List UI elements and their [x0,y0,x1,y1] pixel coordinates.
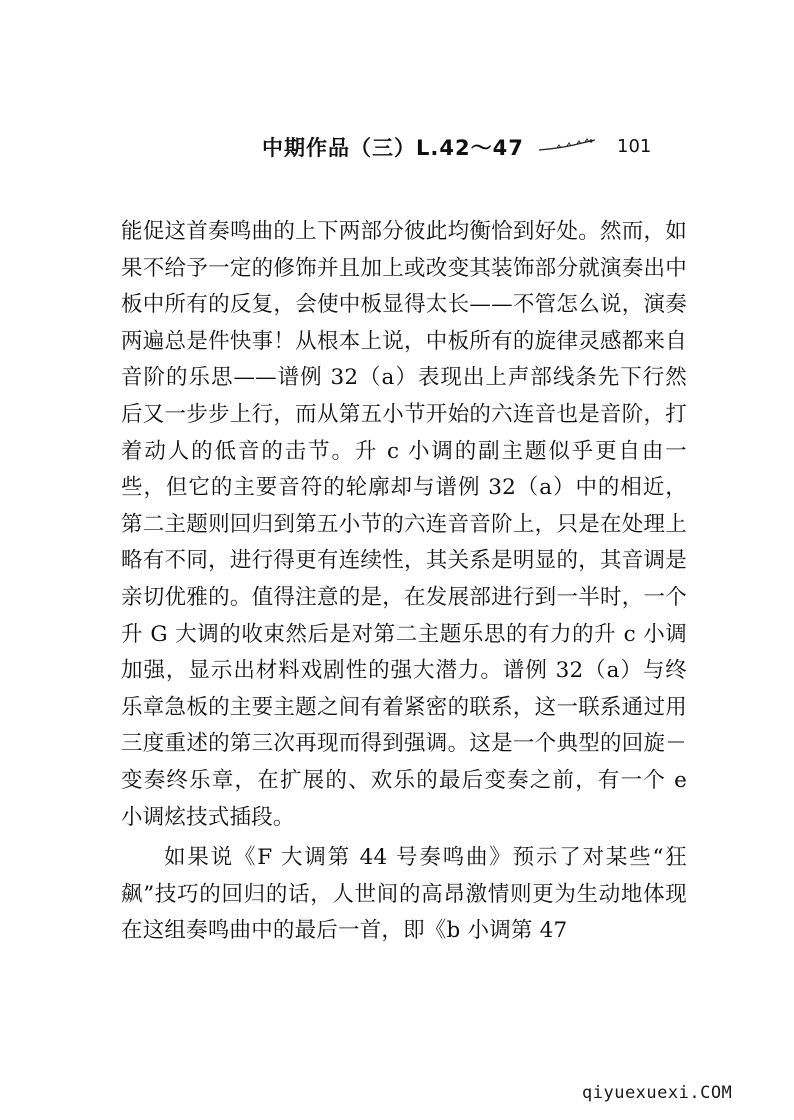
ornament-icon [537,138,597,152]
body-text [121,214,687,950]
paragraph-1: 能促这首奏鸣曲的上下两部分彼此均衡恰到好处。然而，如果不给予一定的修饰并且加上或改变其装饰部分就演奏出中板中所有的反复，会使中板显得太长——不管怎么说，演奏两遍总是件快事！从根本上说，中板所有的旋律灵感都来自音阶的乐思——谱例 32（a）表现出上声部线条先下行然后又一步步上行，而从第五小节开始的六连音也是音阶，打着动人的低音的击节。升 c 小调的副主题似乎更自由一些，但它的主要音符的轮廓却与谱例 32（a）中的相近，第二主题则回归到第五小节的六连音音阶上，只是在处理上略有不同，进行得更有连续性，其关系是明显的，其音调是亲切优雅的。值得注意的是，在发展部进行到一半时，一个升 G 大调的收束然后是对第二主题乐思的有力的升 c 小调加强，显示出材料戏剧性的强大潜力。谱例 32（a）与终乐章急板的主要主题之间有着紧密的联系，这一联系通过用三度重述的第三次再现而得到强调。这是一个典型的回旋－变奏终乐章，在扩展的、欢乐的最后变奏之前，有一个 e 小调炫技式插段。 [121,219,687,830]
watermark: qiyuexuexi.COM [582,1083,733,1103]
page-number: 101 [617,136,652,157]
running-header [262,128,662,164]
paragraph-2: 如果说《F 大调第 44 号奏鸣曲》预示了对某些“狂飙”技巧的回归的话，人世间的高昂激情则更为生动地体现在这组奏鸣曲中的最后一首，即《b 小调第 47 [121,845,687,944]
chapter-title: 中期作品（三）L.42～47 [262,136,524,160]
